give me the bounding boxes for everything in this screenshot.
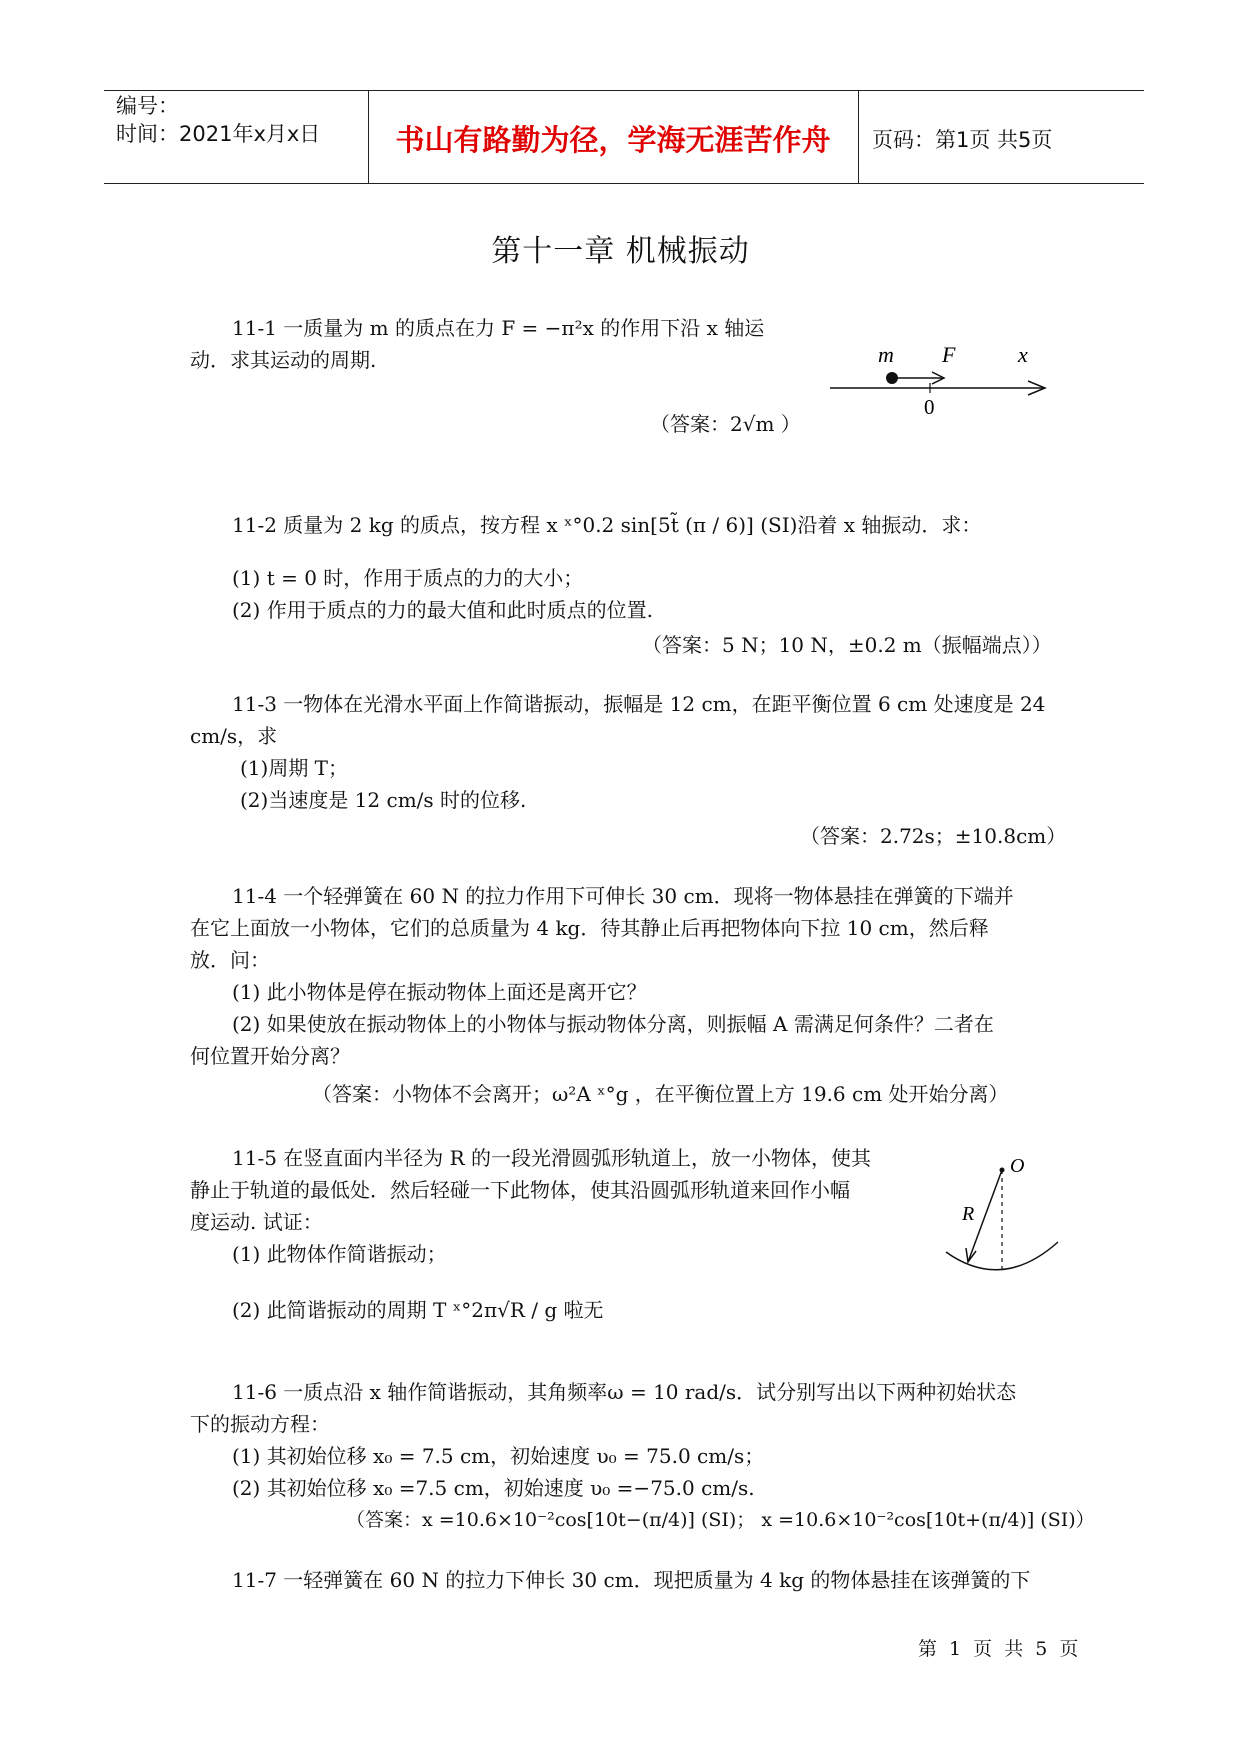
- page-footer: 第 1 页 共 5 页: [918, 1638, 1082, 1660]
- arc-track-diagram: [940, 1150, 1070, 1280]
- pivot-O: [1000, 1168, 1005, 1173]
- problem-11-6-line1: 11-6 一质点沿 x 轴作简谐振动，其角频率ω = 10 rad/s．试分别写出以下两种初始状态: [232, 1380, 1017, 1404]
- problem-11-6-line2: 下的振动方程：: [190, 1412, 330, 1436]
- label-origin: 0: [924, 395, 935, 419]
- header-divider-2: [858, 90, 859, 183]
- problem-11-2-answer: （答案：5 N；10 N，±0.2 m（振幅端点））: [642, 633, 1052, 657]
- problem-11-2-line1: 11-2 质量为 2 kg 的质点，按方程 x ˣ°0.2 sin[5t̃ (π / 6)] (SI)沿着 x 轴振动．求：: [232, 513, 982, 537]
- label-m: m: [878, 342, 894, 367]
- problem-11-1-answer: （答案：2√m ）: [650, 412, 801, 436]
- problem-11-1-line1: 11-1 一质量为 m 的质点在力 F = −π²x 的作用下沿 x 轴运: [232, 316, 765, 340]
- force-diagram: [820, 340, 1060, 420]
- problem-11-4-answer: （答案：小物体不会离开；ω²A ˣ°g ，在平衡位置上方 19.6 cm 处开始分离）: [312, 1082, 1009, 1106]
- arc-track: [946, 1242, 1058, 1270]
- chapter-title: 第十一章 机械振动: [491, 234, 750, 269]
- problem-11-6-item2: (2) 其初始位移 x₀ =7.5 cm，初始速度 υ₀ =−75.0 cm/s.: [232, 1476, 755, 1500]
- problem-11-4-item1: (1) 此小物体是停在振动物体上面还是离开它？: [232, 980, 647, 1004]
- problem-11-3-line1: 11-3 一物体在光滑水平面上作简谐振动，振幅是 12 cm，在距平衡位置 6 cm 处速度是 24: [232, 692, 1046, 716]
- label-R: R: [962, 1203, 975, 1225]
- problem-11-5-line1: 11-5 在竖直面内半径为 R 的一段光滑圆弧形轨道上，放一小物体，使其: [232, 1146, 872, 1170]
- problem-11-7-line1: 11-7 一轻弹簧在 60 N 的拉力下伸长 30 cm．现把质量为 4 kg 的物体悬挂在该弹簧的下: [232, 1568, 1031, 1592]
- problem-11-4-line3: 放．问：: [190, 948, 270, 972]
- problem-11-5-line3: 度运动. 试证：: [190, 1210, 323, 1234]
- problem-11-2-item1: (1) t = 0 时，作用于质点的力的大小；: [232, 566, 584, 590]
- problem-11-6-answer: （答案：x =10.6×10⁻²cos[10t−(π/4)] (SI)； x =10.6×10⁻²cos[10t+(π/4)] (SI)）: [346, 1509, 1095, 1531]
- header-left-cell: [116, 92, 320, 148]
- number-label: 编号：: [116, 94, 179, 118]
- problem-11-3-answer: （答案：2.72s；±10.8cm）: [800, 824, 1067, 848]
- problem-11-1-line2: 动．求其运动的周期.: [190, 348, 377, 372]
- problem-11-3-item2: (2)当速度是 12 cm/s 时的位移.: [240, 788, 527, 812]
- header-top-border: [104, 90, 1144, 91]
- problem-11-4-line2: 在它上面放一小物体，它们的总质量为 4 kg．待其静止后再把物体向下拉 10 cm，然后释: [190, 916, 989, 940]
- problem-11-5-item1: (1) 此物体作简谐振动；: [232, 1242, 447, 1266]
- header-bottom-border: [104, 183, 1144, 184]
- time-label: 时间：2021年x月x日: [116, 122, 321, 146]
- label-O: O: [1010, 1155, 1025, 1177]
- problem-11-3-line2: cm/s，求: [190, 724, 278, 748]
- problem-11-2-item2: (2) 作用于质点的力的最大值和此时质点的位置.: [232, 598, 654, 622]
- problem-11-4-line1: 11-4 一个轻弹簧在 60 N 的拉力作用下可伸长 30 cm．现将一物体悬挂在弹簧的下端并: [232, 884, 1014, 908]
- problem-11-4-item2: (2) 如果使放在振动物体上的小物体与振动物体分离，则振幅 A 需满足何条件？二者在: [232, 1012, 994, 1036]
- problem-11-5-line2: 静止于轨道的最低处．然后轻碰一下此物体，使其沿圆弧形轨道来回作小幅: [190, 1178, 850, 1202]
- label-x: x: [1018, 342, 1028, 367]
- header-page-info: 页码：第1页 共5页: [872, 128, 1053, 152]
- problem-11-4-item2b: 何位置开始分离？: [190, 1044, 350, 1068]
- problem-11-3-item1: (1)周期 T；: [240, 756, 349, 780]
- label-F: F: [942, 342, 956, 367]
- problem-11-6-item1: (1) 其初始位移 x₀ = 7.5 cm，初始速度 υ₀ = 75.0 cm/s；: [232, 1444, 765, 1468]
- header-motto: 书山有路勤为径，学海无涯苦作舟: [395, 123, 831, 157]
- problem-11-5-item2: (2) 此简谐振动的周期 T ˣ°2π√R / g 啦无: [232, 1298, 604, 1322]
